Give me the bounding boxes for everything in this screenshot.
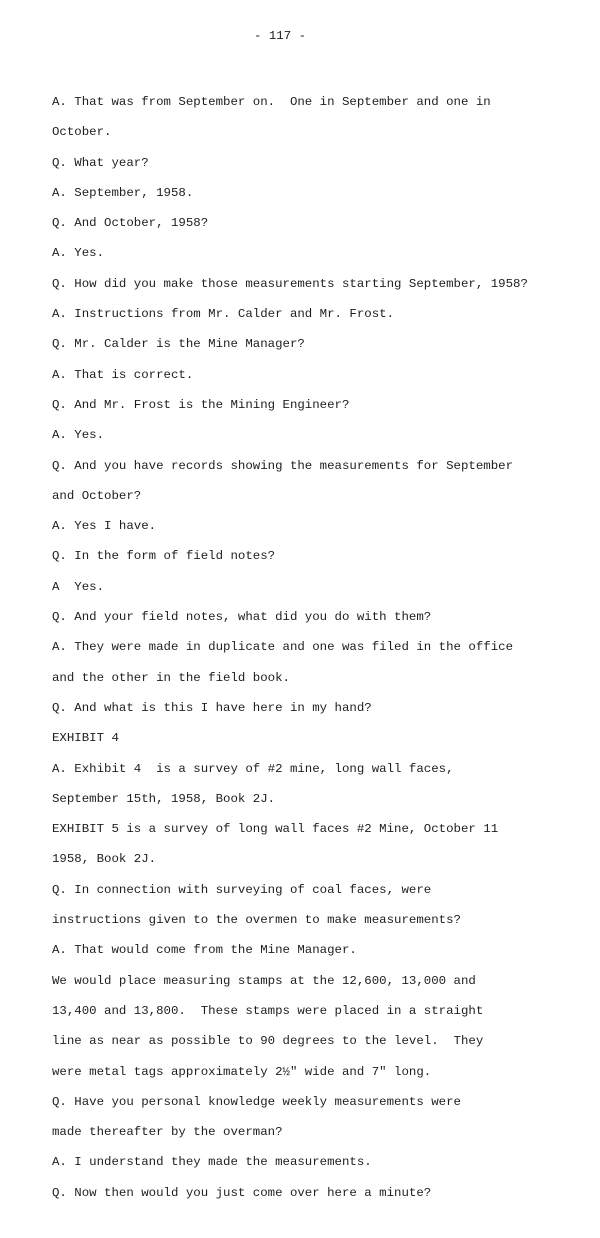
transcript-line: Q. And you have records showing the measurements for September — [52, 458, 514, 473]
transcript-line: Q. Now then would you just come over here a minute? — [52, 1185, 432, 1200]
transcript-line: 1958, Book 2J. — [52, 852, 157, 867]
transcript-line: instructions given to the overmen to make measurements? — [52, 913, 461, 928]
transcript-line: We would place measuring stamps at the 12,600, 13,000 and — [52, 973, 476, 988]
transcript-line: Q. Have you personal knowledge weekly measurements were — [52, 1094, 461, 1109]
transcript-line: A. That is correct. — [52, 367, 194, 382]
transcript-line: Q. And Mr. Frost is the Mining Engineer? — [52, 397, 350, 412]
page-number: - 117 - — [253, 29, 307, 43]
transcript-line: Q. In connection with surveying of coal faces, were — [52, 882, 432, 897]
transcript-line: A. Exhibit 4 is a survey of #2 mine, long wall faces, — [52, 761, 454, 776]
transcript-line: were metal tags approximately 2½" wide and 7" long. — [52, 1064, 432, 1079]
transcript-line: October. — [52, 125, 112, 140]
transcript-line: A. Yes. — [52, 246, 105, 261]
transcript-line: Q. And October, 1958? — [52, 216, 209, 231]
transcript-line: made thereafter by the overman? — [52, 1125, 283, 1140]
transcript-body — [52, 94, 528, 1215]
transcript-line: A. That was from September on. One in September and one in — [52, 95, 491, 109]
transcript-line: Q. And what is this I have here in my hand? — [52, 700, 372, 715]
transcript-line: A. September, 1958. — [52, 185, 194, 200]
transcript-line: A. They were made in duplicate and one was filed in the office — [52, 640, 514, 655]
transcript-line: line as near as possible to 90 degrees to the level. They — [52, 1034, 484, 1049]
transcript-line: A Yes. — [52, 579, 105, 594]
transcript-line: A. Yes I have. — [52, 519, 157, 534]
transcript-line: A. Instructions from Mr. Calder and Mr. Frost. — [52, 307, 395, 322]
transcript-line: and October? — [52, 488, 142, 503]
transcript-line: Q. And your field notes, what did you do with them? — [52, 610, 432, 625]
transcript-line: Q. In the form of field notes? — [52, 549, 276, 564]
transcript-line: A. Yes. — [52, 428, 105, 443]
transcript-line: EXHIBIT 4 — [52, 731, 119, 746]
transcript-line: Q. Mr. Calder is the Mine Manager? — [52, 337, 305, 352]
transcript-line: A. I understand they made the measurements. — [52, 1155, 372, 1170]
transcript-line: A. That would come from the Mine Manager. — [52, 943, 357, 958]
transcript-line: and the other in the field book. — [52, 670, 290, 685]
transcript-line: September 15th, 1958, Book 2J. — [52, 791, 276, 806]
transcript-line: 13,400 and 13,800. These stamps were placed in a straight — [52, 1003, 484, 1018]
transcript-line: EXHIBIT 5 is a survey of long wall faces #2 Mine, October 11 — [52, 822, 499, 837]
transcript-line: Q. What year? — [52, 155, 149, 170]
transcript-line: Q. How did you make those measurements starting September, 1958? — [52, 276, 528, 291]
